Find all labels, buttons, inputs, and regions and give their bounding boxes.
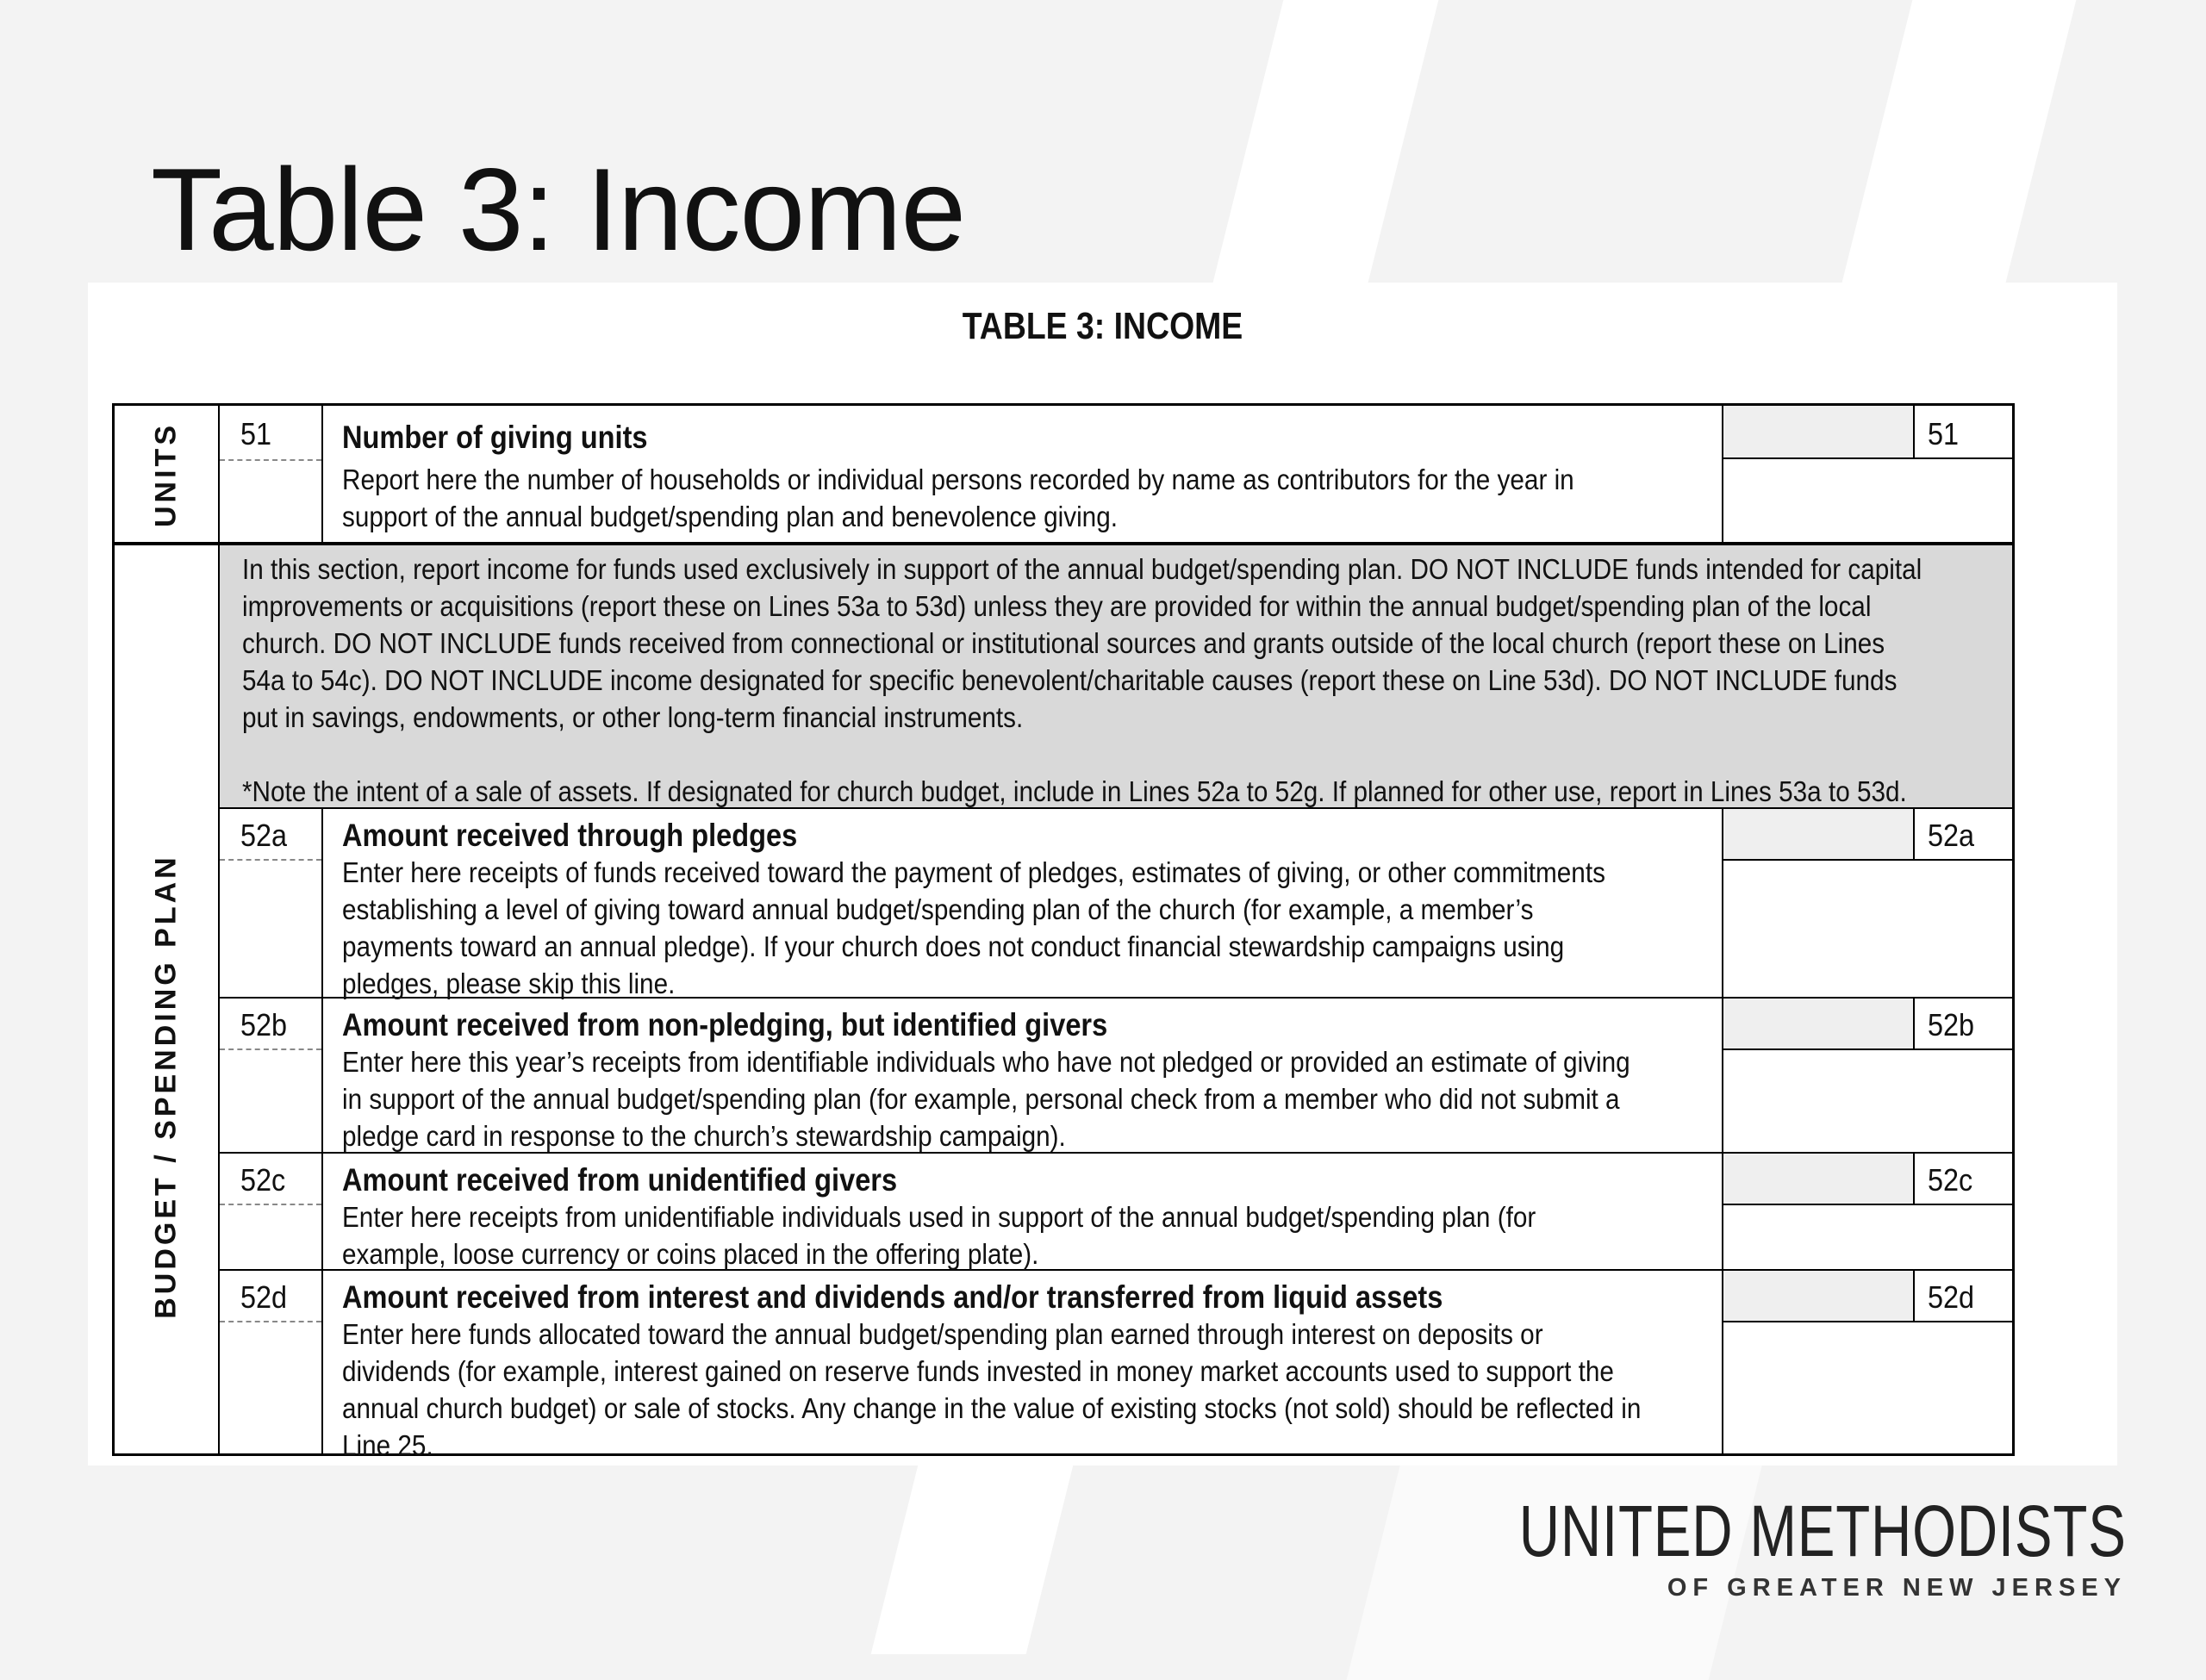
- row-title: Amount received through pledges: [342, 818, 798, 853]
- line-number-right: 52d: [1928, 1279, 1975, 1315]
- logo-main-text: UNITED METHODISTS: [1519, 1490, 2127, 1571]
- interest-dividends-amount-input[interactable]: [1723, 1271, 1913, 1321]
- table-heading: TABLE 3: INCOME: [962, 305, 1243, 347]
- line-number-right: 52b: [1928, 1007, 1975, 1042]
- slide-title: Table 3: Income: [151, 144, 966, 275]
- row-title: Amount received from non-pledging, but identified givers: [342, 1007, 1108, 1042]
- non-pledging-amount-input[interactable]: [1723, 999, 1913, 1048]
- income-form: [112, 403, 2015, 1461]
- instructions-text: In this section, report income for funds used exclusively in support of the annual budget/spending plan. DO NOT INCLUDE funds intended for capital improvements or acquisitions (report these on Lines 53a to 53d) unless they are provided for within the annual budget/spending plan of the local church. DO NOT INCLUDE funds received from connectional or institutional sources and grants outside of the local church (report these on Lines 54a to 54c). DO NOT INCLUDE income designated for specific benevolent/charitable causes (report these on Line 53d). DO NOT INCLUDE funds put in savings, endowments, or other long-term financial instruments. *Note the intent of a sale of assets. If designated for church budget, include in Lines 52a to 52g. If planned for other use, report in Lines 53a to 53d.: [242, 553, 1922, 807]
- pledges-amount-input[interactable]: [1723, 809, 1913, 859]
- organization-logo: [1348, 1490, 2127, 1602]
- row-description: Enter here receipts of funds received toward the payment of pledges, estimates of giving, or other commitments establishing a level of giving toward annual budget/spending plan of the church (for example, a member’s payments toward an annual pledge). If your church does not conduct financial stewardship campaigns using pledges, please skip this line.: [342, 856, 1605, 999]
- line-number: 52c: [240, 1162, 286, 1198]
- row-title: Number of giving units: [342, 420, 648, 455]
- line-number-right: 52c: [1928, 1162, 1973, 1198]
- line-number: 52b: [240, 1007, 288, 1042]
- units-section-label: UNITS: [149, 422, 183, 527]
- row-description: Report here the number of households or individual persons recorded by name as contributors for the year in support of the annual budget/spending plan and benevolence giving.: [342, 464, 1574, 532]
- income-table-document: [88, 283, 2117, 1465]
- line-number-right: 51: [1928, 416, 1960, 451]
- budget-section-label: BUDGET / SPENDING PLAN: [149, 854, 183, 1319]
- row-title: Amount received from interest and dividends and/or transferred from liquid assets: [342, 1279, 1443, 1315]
- row-description: Enter here receipts from unidentifiable individuals used in support of the annual budget/spending plan (for example, loose currency or coins placed in the offering plate).: [342, 1201, 1536, 1270]
- row-description: Enter here this year’s receipts from identifiable individuals who have not pledged or provided an estimate of giving in support of the annual budget/spending plan (for example, personal check from a member who did not submit a pledge card in response to the church’s stewardship campaign).: [342, 1046, 1630, 1152]
- line-number: 51: [240, 416, 272, 451]
- line-number: 52d: [240, 1279, 288, 1315]
- row-title: Amount received from unidentified givers: [342, 1162, 898, 1198]
- giving-units-input[interactable]: [1723, 406, 1913, 457]
- unidentified-amount-input[interactable]: [1723, 1154, 1913, 1204]
- row-description: Enter here funds allocated toward the annual budget/spending plan earned through interest on deposits or dividends (for example, interest gained on reserve funds invested in money market accounts used to support the annual church budget) or sale of stocks. Any change in the value of existing stocks (not sold) should be reflected in Line 25.: [342, 1318, 1642, 1461]
- line-number: 52a: [240, 818, 288, 853]
- logo-sub-text: OF GREATER NEW JERSEY: [1667, 1574, 2127, 1602]
- line-number-right: 52a: [1928, 818, 1975, 853]
